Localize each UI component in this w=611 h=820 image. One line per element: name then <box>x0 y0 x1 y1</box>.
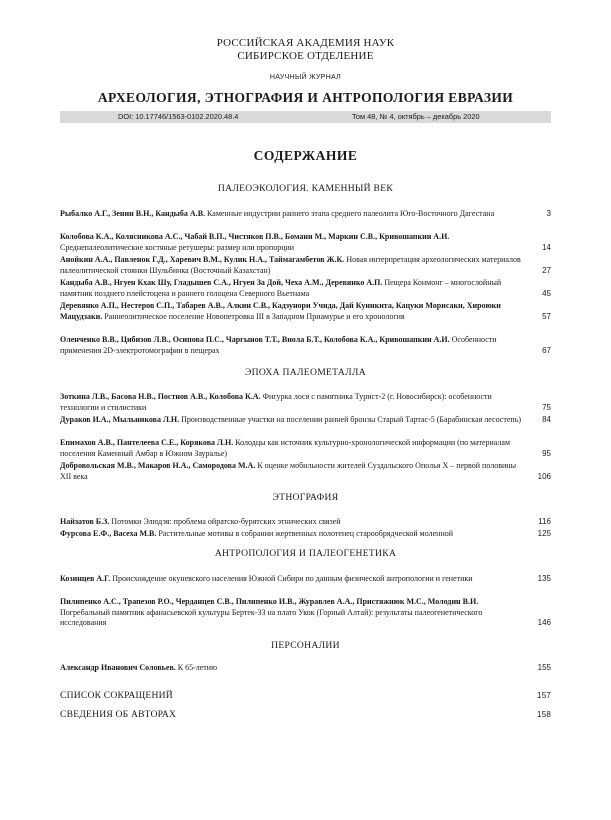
entry-title: Особенности применения 2D-электротомографии в пещерах <box>60 335 497 355</box>
entry-page: 125 <box>537 529 551 538</box>
toc-entry[interactable] <box>60 232 551 253</box>
academy-name: РОССИЙСКАЯ АКАДЕМИЯ НАУК <box>216 37 395 49</box>
entry-page: 146 <box>537 618 551 628</box>
section-title: ПЕРСОНАЛИИ <box>271 640 340 651</box>
entry-title: Каменные индустрии раннего этапа среднего палеолита Юго-Восточного Дагестана <box>207 209 495 218</box>
authors-info-entry[interactable] <box>60 709 551 720</box>
entry-title: Погребальный памятник афанасьевской культуры Бертек-33 на плато Укок (Горный Алтай): результаты палеогенетического исследования <box>60 607 483 628</box>
toc-entry[interactable] <box>60 209 551 220</box>
doi-text: DOI: 10.17746/1563-0102.2020.48.4 <box>118 112 239 121</box>
toc-entry[interactable] <box>60 278 551 299</box>
entry-title: Пещера Конмонг – многослойный памятник позднего плейстоцена и раннего голоцена Северного Вьетнама <box>60 278 502 298</box>
entry-page: 3 <box>546 209 551 218</box>
entry-authors: Анойкин А.А., Павленок Г.Д., Харевич В.М., Кулик Н.А., Таймагамбетов Ж.К. <box>60 255 345 264</box>
entry-title: Среднепалеолитические костяные ретушеры: размер или пропорции <box>60 242 295 252</box>
entry-authors: Козинцев А.Г. <box>60 574 111 583</box>
doi-bar <box>60 111 551 123</box>
entry-authors: Александр Иванович Соловьев. <box>60 663 176 672</box>
entry-authors: Зоткина Л.В., Басова Н.В., Постнов А.В., Колобова К.А. <box>60 392 261 401</box>
entry-page: 45 <box>542 288 551 298</box>
entry-title: Фигурка лося с памятника Турист-2 (г. Новосибирск): особенности технологии и стилистики <box>60 392 492 412</box>
entry-authors: Дураков И.А., Мыльникова Л.Н. <box>60 415 180 424</box>
entry-authors: Добровольская М.В., Макаров Н.А., Самородова М.А. <box>60 461 256 470</box>
journal-title: АРХЕОЛОГИЯ, ЭТНОГРАФИЯ И АНТРОПОЛОГИЯ ЕВРАЗИИ <box>97 90 514 105</box>
toc-entry[interactable] <box>60 392 551 413</box>
entry-title: Растительные мотивы в собрании жертвенных полотенец старообрядческой моленной <box>158 529 454 538</box>
section-title: ЭПОХА ПАЛЕОМЕТАЛЛА <box>245 367 366 378</box>
toc-entry[interactable] <box>60 517 551 528</box>
entry-authors: Епимахов А.В., Пантелеева С.Е., Корякова Л.Н. <box>60 438 234 447</box>
entry-title: Производственные участки на поселении ранней бронзы Старый Тартас-5 (Барабинская лесостепь) <box>181 415 521 424</box>
tail-page: 157 <box>537 691 551 700</box>
toc-entry[interactable] <box>60 335 551 356</box>
entry-authors: Пилипенко А.С., Трапезов Р.О., Черданцев С.В., Пилипенко И.В., Журавлев А.А., Пристяжнюк М.С., Молодин В.И. <box>60 597 479 606</box>
toc-entry[interactable] <box>60 597 551 629</box>
entry-page: 135 <box>537 574 551 583</box>
journal-type: НАУЧНЫЙ ЖУРНАЛ <box>269 74 342 81</box>
entry-page: 116 <box>538 517 551 526</box>
section-title: ПАЛЕОЭКОЛОГИЯ. КАМЕННЫЙ ВЕК <box>217 183 394 194</box>
entry-page: 57 <box>542 311 551 321</box>
tail-label: СВЕДЕНИЯ ОБ АВТОРАХ <box>60 709 177 720</box>
academy-branch: СИБИРСКОЕ ОТДЕЛЕНИЕ <box>237 50 374 62</box>
entry-page: 155 <box>537 663 551 672</box>
entry-page: 27 <box>542 265 551 275</box>
entry-title: Раннеолитическое поселение Новопетровка III в Западном Приамурье и его хронология <box>104 311 405 321</box>
toc-entry[interactable] <box>60 461 551 482</box>
toc-entry[interactable] <box>60 415 551 426</box>
entry-page: 95 <box>542 448 551 458</box>
entry-authors: Фурсова Е.Ф., Васеха М.В. <box>60 529 157 538</box>
toc-entry[interactable] <box>60 663 551 674</box>
entry-page: 67 <box>542 345 551 355</box>
section-title: АНТРОПОЛОГИЯ И ПАЛЕОГЕНЕТИКА <box>214 548 397 559</box>
entry-title: Колодцы как источник культурно-хронологической информации (по материалам поселения Каменный Амбар в Южном Зауралье) <box>60 438 511 458</box>
entry-title: Потомки Элюдэя: проблема ойратско-бурятских этнических связей <box>111 517 341 526</box>
entry-authors: Найзатов Б.З. <box>60 517 110 526</box>
entry-authors: Рыбалко А.Г., Зенин В.Н., Кандыба А.В. <box>60 209 206 218</box>
entry-title: К 65-летию <box>177 663 218 672</box>
contents-title: СОДЕРЖАНИЕ <box>253 148 358 163</box>
entry-authors: Деревянко А.П., Нестеров С.П., Табарев А.В., Алкин С.В., Кадзунори Учида, Дай Куникита, Кацуки Морисаки, Хироюки Мацудзаки. <box>60 301 501 321</box>
entry-title: Происхождение окуневского населения Южной Сибири по данным физической антропологии и генетики <box>112 574 473 583</box>
entry-title: К оценке мобильности жителей Суздальского Ополья X – первой половины XII века <box>60 461 516 481</box>
toc-entry[interactable] <box>60 255 551 276</box>
entry-page: 84 <box>542 415 551 424</box>
section-title: ЭТНОГРАФИЯ <box>272 492 339 503</box>
toc-entry[interactable] <box>60 438 551 459</box>
tail-page: 158 <box>537 710 551 719</box>
entry-page: 106 <box>537 471 551 481</box>
toc-entry[interactable] <box>60 301 551 322</box>
volume-text: Том 48, № 4, октябрь – декабрь 2020 <box>352 112 480 121</box>
entry-authors: Оленченко В.В., Цибизов Л.В., Осипова П.С., Чаргынов Т.Т., Виола Б.Т., Колобова К.А., Кривошапкин А.И. <box>60 335 450 344</box>
entry-title: Новая интерпретация археологических материалов палеолитической стоянки Шульбинка (Восточный Казахстан) <box>60 255 521 275</box>
entry-authors: Кандыба А.В., Нгуен Кхак Шу, Гладышев С.А., Нгуен За Дой, Чеха А.М., Деревянко А.П. <box>60 278 383 287</box>
toc-entry[interactable] <box>60 574 551 585</box>
entry-page: 14 <box>542 242 551 252</box>
tail-label: СПИСОК СОКРАЩЕНИЙ <box>60 690 173 701</box>
abbreviations-entry[interactable] <box>60 690 551 701</box>
toc-entry[interactable] <box>60 529 551 540</box>
entry-authors: Колобова К.А., Колясникова А.С., Чабай В.П., Чистяков П.В., Бомани М., Маркин С.В., Кривошапкин А.И. <box>60 232 450 241</box>
entry-page: 75 <box>542 402 551 412</box>
